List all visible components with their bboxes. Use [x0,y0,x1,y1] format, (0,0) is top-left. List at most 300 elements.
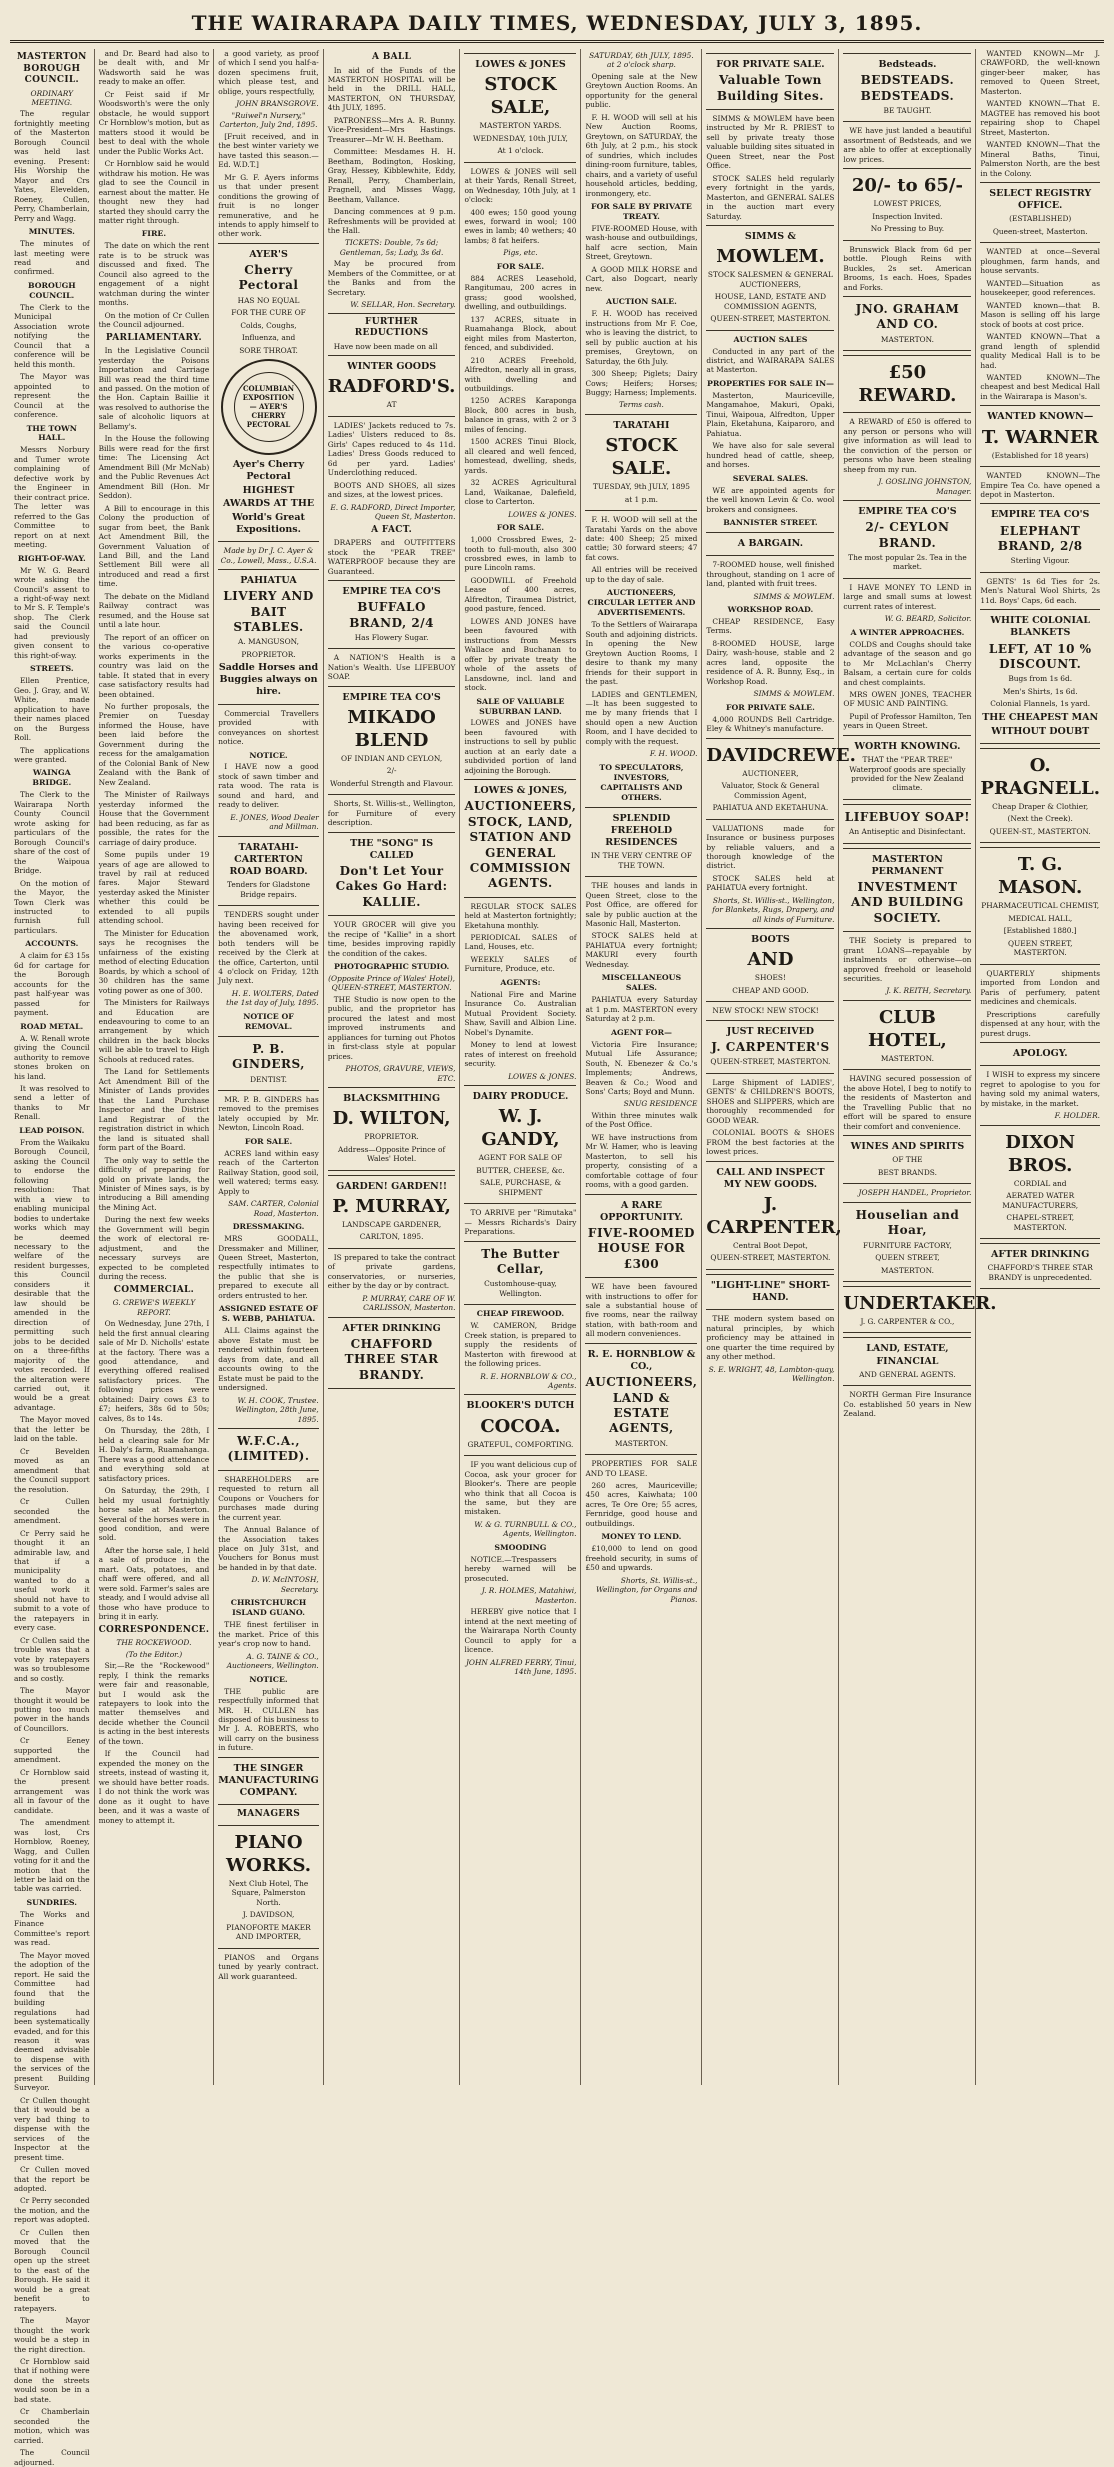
ad-line: An Antiseptic and Disinfectant. [849,827,966,837]
signature: Shorts, St. Willis-st., Wellington, for Blankets, Rugs, Drapery, and all kinds of Furniture. [712,895,835,924]
ad-headline: T. G. MASON. [998,854,1083,899]
paragraph: NEW STOCK! NEW STOCK! [712,1006,819,1016]
advertisement [218,1428,318,1471]
paragraph: The Mayor was appointed to represent the Council at the conference. [14,372,90,420]
paragraph: PROPERTIES FOR SALE AND TO LEASE. [585,1459,698,1478]
advertisement [843,1202,971,1282]
paragraph: A NATION'S Health is a Nation's Wealth. Use LIFEBUOY SOAP. [327,653,456,682]
ad-line: PHARMACEUTICAL CHEMIST, [981,901,1100,911]
ad-line: Valuator, Stock & General Commission Agent, [721,781,820,800]
ad-title: A BARGAIN. [737,538,804,549]
sub-heading: ACCOUNTS. [25,939,79,949]
paragraph: F. H. WOOD will sell at the Taratahi Yards on the above date: 400 Sheep; 25 mixed cattle; 30 forward steers; 47 fat cows. [585,515,698,562]
advertisement [843,1000,971,1071]
paragraph: If the Council had expended the money on the streets, instead of wasting it, we should have better roads. I do not think the work was done as it ought to have been, and it was a waste of money to attempt it. [98,1749,210,1825]
ad-title: LOWES & JONES [475,59,566,70]
ad-headline: STOCK SALE. [605,435,678,480]
paragraph: The Land for Settlements Act Amendment Bill of the Minister of Lands provides that the Land Purchase Inspector and the District Land Registrar of the registration district in which the land is situated shall form part of the Board. [98,1067,210,1153]
ad-headline: D. WILTON, [332,1108,451,1130]
ad-title: FOR PRIVATE SALE. [716,59,825,70]
paragraph: I HAVE now a good stock of sawn timber and rata wood. The rata is sound and hard, and ready to deliver. [218,762,319,810]
ad-line: Tenders for Gladstone Bridge repairs. [226,880,311,899]
paragraph: 1500 ACRES Tinui Block, all cleared and well fenced, homestead, dwelling, sheds, yards. [464,437,577,475]
advertisement [980,1125,1100,1239]
signature: F. H. WOOD. [649,749,698,759]
paragraph: Within three minutes walk of the Post Office. [585,1110,698,1130]
paragraph: The Clerk to the Wairarapa North County Council wrote asking for particulars of the Borough Council's share of the cost of the Waipoua Bridge. [14,790,90,876]
paragraph: WE have just landed a beautiful assortment of Bedsteads, and we are able to offer at exceptionally low prices. [843,126,972,164]
ad-headline: O. PRAGNELL. [980,754,1101,799]
sub-heading: FOR SALE BY PRIVATE TREATY. [590,202,692,221]
ad-tail-line: World's Great Expositions. [232,511,305,535]
sub-heading: SALE OF VALUABLE SUBURBAN LAND. [476,696,565,716]
signature: A. G. TAINE & CO., Auctioneers, Wellington. [226,1651,319,1671]
advertisement [706,225,834,331]
ad-title: CALL AND INSPECT MY NEW GOODS. [716,1166,825,1190]
ad-headline: W. J. GANDY, [481,1106,560,1151]
ad-tail-line: Ayer's Cherry Pectoral [232,459,305,483]
ad-line: QUEEN-STREET, MASTERTON. [710,1253,831,1263]
section-heading: COMMERCIAL. [113,1284,195,1295]
paragraph: A Bill to encourage in this Colony the production of sugar from beet, the Bank Act Amendment Bill, the Government Valuation of Land Bill, and the Land Settlement Bill were all introduced and read a first time. [98,503,210,589]
ad-headline: Houselian and Hoar, [855,1207,960,1238]
sub-heading: NOTICE. [249,750,288,760]
ad-headline: 2/- CEYLON BRAND. [865,520,950,550]
ad-line: QUEEN STREET, [875,1253,940,1263]
paragraph: THE Society is prepared to grant LOANS—repayable by instalments or otherwise—on approved freehold or leasehold securities. [843,936,972,983]
ad-line: Next Club Hotel, The Square, Palmerston North. [228,1878,309,1907]
ad-headline: J. CARPENTER, [706,1193,842,1238]
ad-title: EMPIRE TEA CO'S [858,506,957,517]
advertisement [980,1243,1100,1289]
paragraph: MR. P. B. GINDERS has removed to the premises lately occupied by Mr. Newton, Lincoln Road. [218,1094,319,1133]
sub-heading: AUCTION SALE. [605,297,677,307]
paragraph: On Saturday, the 29th, I held my usual fortnightly horse sale at Masterton. Several of the horses were in good condition, and were sold. [98,1486,210,1543]
advertisement [464,1394,576,1456]
column-1 [10,49,95,2467]
advertisement [218,1757,318,1805]
ad-line: [Established 1880.] [1003,926,1077,936]
paragraph: A claim for £3 15s 6d for cartage for the Borough accounts for the past half-year was passed for payment. [14,951,90,1018]
paragraph: a good variety, as proof of which I send you half-a-dozen specimens fruit, which please test, and oblige, yours respectfully, [218,49,319,96]
ad-line: Cheap Draper & Clothier, [992,802,1089,811]
paragraph: Brunswick Black from 6d per bottle. Plough Reins with Buckles, 2s set. American Brooms, 1s each. Hoes, Spades and Forks. [843,244,972,292]
ad-headline: Valuable Town Building Sites. [716,73,824,103]
signature: SIMMS & MOWLEM. [753,591,835,601]
ad-title: EMPIRE TEA CO'S [342,691,441,703]
ad-headline: CLUB HOTEL, [868,1006,947,1051]
signature: SIMMS & MOWLEM. [753,689,835,699]
subtitle: ORDINARY MEETING. [30,88,74,108]
signature: R. E. HORNBLOW & CO., Agents. [480,1371,577,1390]
ad-headline: MOWLEM. [716,246,825,268]
advertisement [843,355,971,413]
ad-tail-line: Saddle Horses and Buggies always on hire. [218,662,319,698]
ad-tail-line: HIGHEST AWARDS AT THE [222,485,315,509]
ad-title: AFTER DRINKING [991,1249,1090,1260]
paragraph: HEREBY give notice that I intend at the next meeting of the Wairarapa North County Council to apply for a licence. [464,1607,577,1655]
paragraph: WANTED known—that B. Mason is selling off his large stock of boots at cost price. [980,300,1100,329]
advertisement [843,168,971,240]
signature: JOSEPH HANDEL, Proprietor. [858,1188,972,1198]
sub-heading: AGENT FOR— [610,1027,672,1037]
ad-title: THE SINGER MANUFACTURING COMPANY. [218,1762,319,1799]
advertisement [706,738,856,820]
paragraph: WE have instructions from Mr W. Hamer, who is leaving Masterton, to sell his property, consisting of a comfortable cottage of four rooms, with a good garden. [585,1132,698,1190]
ad-headline: LIFEBUOY SOAP! [844,809,971,824]
sub-heading: CHRISTCHURCH ISLAND GUANO. [230,1598,307,1618]
ad-title: SELECT REGISTRY OFFICE. [989,188,1092,212]
ad-title: BLOOKER'S DUTCH [466,1400,575,1412]
advertisement [843,1286,997,1334]
paragraph: THE modern system based on natural principles, by which proficiency may be attained in one quarter the time required by any other method. [706,1314,835,1362]
ad-line: Customhouse-quay, Wellington. [484,1279,557,1298]
ad-headline: INVESTMENT AND BUILDING SOCIETY. [851,880,964,925]
paragraph: Mr W. G. Beard wrote asking the Council's assent to a right-of-way next to Mr S. F. Temple's shop. The Clerk said the Council had previously given consent to this right-of-way. [14,565,90,660]
ad-title: AFTER DRINKING [342,1322,441,1334]
ad-headline: Cherry Pectoral [238,263,299,293]
ad-line: MASTERTON. [880,1265,934,1275]
sub-heading: LEAD POISON. [19,1125,85,1135]
paragraph: On the motion of Cr Cullen the Council adjourned. [98,310,210,330]
paragraph: REGULAR STOCK SALES held at Masterton fortnightly; Eketahuna monthly. [464,901,577,930]
ad-headline: LEFT, AT 10 % DISCOUNT. [988,641,1092,671]
subtitle: TICKETS: Double, 7s 6d; Gentleman, 5s; Lady, 3s 6d. [339,238,444,257]
paragraph: WANTED at once—Several ploughmen, farm hands, and house servants. [980,247,1100,276]
paragraph: SHAREHOLDERS are requested to return all Coupons or Vouchers for purchases made during the current year. [218,1474,319,1522]
section-heading: CORRESPONDENCE. [98,1624,210,1635]
paragraph: PERIODICAL SALES of Land, Houses, etc. [464,933,577,952]
signature: E. JONES, Wood Dealer and Millman. [230,812,319,832]
sub-heading: FOR SALE. [496,523,545,533]
paragraph: 1,000 Crossbred Ewes, 2-tooth to full-mouth, also 300 crossbred ewes, in lamb to pure Lincoln rams. [464,535,577,573]
paragraph: It was resolved to send a letter of thanks to Mr Renall. [14,1083,90,1122]
paragraph: LOWES AND JONES have been favoured with instructions from Messrs Wallace and Buchanan to offer by private treaty the whole of the assets of Lansdowne, incl. land and stock. [464,616,577,693]
ad-tail-line: THE CHEAPEST MAN [982,711,1099,723]
ad-headline: RADFORD'S. [327,376,456,398]
ad-title: Bedsteads. [878,59,937,70]
paragraph: 260 acres, Mauriceville; 450 acres, Kaiwhata; 100 acres, Te Ore Ore; 55 acres, Fernridge, good house and outbuildings. [585,1481,698,1528]
paragraph: PATRONESS—Mrs A. R. Bunny. Vice-President—Mrs Hastings. Treasurer—Mr W. H. Beetham. [327,115,456,144]
paragraph: THE houses and lands in Queen Street, close to the Post Office, are offered for sale by public auction at the Masonic Hall, Masterton. [585,881,698,928]
paragraph: The Minister for Education says he recognises the unfairness of the existing method of electing Education Boards, by which a school of 30 children has the same voting power as one of 300. [98,928,210,995]
paragraph: MRS OWEN JONES, TEACHER OF MUSIC AND PAINTING. [843,690,972,709]
paragraph: Cr Bevelden moved as an amendment that the Council support the resolution. [14,1446,90,1494]
divider [328,313,456,314]
ad-title: WORTH KNOWING. [854,740,961,752]
subtitle: (Opposite Prince of Wales' Hotel), QUEEN-STREET, MASTERTON. [328,974,456,993]
advertisement [328,832,456,916]
sub-heading: NOTICE OF REMOVAL. [243,1011,294,1031]
paragraph: WE are appointed agents for the well known Levin & Co. wool brokers and consignees. [706,485,835,514]
ad-line: 2/- [386,766,397,776]
ad-line: LOWEST PRICES, [873,199,942,209]
ad-line: MASTERTON. [614,1438,668,1448]
signature: J. K. REITH, Secretary. [886,986,972,996]
advertisement [980,1042,1100,1066]
ad-line: A. MANGUSON, [238,637,300,647]
column-7 [702,49,856,2085]
paragraph: Messrs Norbury and Tumer wrote complaining of defective work by the Engineer in their contract price. The letter was referred to the Gas Committee to report on at next meeting. [14,445,90,550]
paragraph: WANTED—Situation as housekeeper, good references. [980,278,1100,298]
paragraph: Cr Hornblow said he would withdraw his motion. He was glad to see the Council in earnest about the matter. He thought new they had started they should carry the matter right through. [98,159,210,225]
ad-line: WEDNESDAY, 10th JULY, [473,133,568,143]
paragraph: Mr G. F. Ayers informs us that under present conditions the growing of fruit is no longer remunerative, and he intends to apply himself to other work. [218,172,319,239]
paragraph: The Mayor thought it would be putting too much power in the hands of Councillors. [14,1686,90,1733]
ad-title: R. E. HORNBLOW & CO., [587,1348,696,1373]
signature: LOWES & JONES. [508,509,577,519]
ad-line: Sterling Vigour. [1010,556,1070,566]
paragraph: PIANOS and Organs tuned by yearly contract. All work guaranteed. [218,1952,319,1981]
ad-headline: COCOA. [480,1415,561,1437]
ad-line: (Next the Creek). [1007,814,1073,824]
paragraph: Cr Cullen seconded the amendment. [14,1497,90,1526]
paragraph: WEEKLY SALES of Furniture, Produce, etc. [464,954,577,974]
paragraph: SIMMS & MOWLEM have been instructed by Mr R. PRIEST to sell by private treaty those valuable building sites situated in Queen Street, near the Post Office. [706,113,835,171]
advertisement [585,1194,697,1278]
paragraph: The report of an officer on the various co-operative works experiments in the country was laid on the table. It stated that in every case satisfactory results had been obtained. [98,632,210,699]
ad-line: (ESTABLISHED) [1009,214,1072,224]
advertisement [218,243,318,542]
paragraph: The Mayor moved that the letter be laid on the table. [14,1415,90,1444]
paragraph: THE Studio is now open to the public, and the proprietor has procured the latest and most improved instruments and appliances for turning out Photos in first-class style at popular prices. [327,994,456,1061]
paragraph: £10,000 to lend on good freehold security, in sums of £50 and upwards. [585,1544,698,1573]
advertisement [328,1087,456,1171]
signature: SAM. CARTER, Colonial Road, Masterton. [228,1199,319,1218]
paragraph: GOODWILL of Freehold Lease of 400 acres, Alfredton, Tiraumea District, good pasture, fenced. [464,575,577,614]
advertisement [980,609,1100,744]
advertisement [218,569,318,705]
advertisement [464,53,576,163]
signature: SNUG RESIDENCE [623,1099,698,1109]
paragraph: In the Legislative Council yesterday the Poisons Importation and Carriage Bill was read the third time and passed. On the motion of the Hon. Captain Baillie it was resolved to authorise the sale of alcoholic liquors at Bellamy's. [98,346,210,431]
paragraph: NORTH German Fire Insurance Co. established 50 years in New Zealand. [843,1390,972,1419]
paragraph: Committee: Mesdames H. H. Beetham, Bodington, Hosking, Gray, Hessey, Kibblewhite, Eddy, Renall, Perry, Chamberlain, Pragnell, and Misses Wagg, Beetham, Vallance. [327,147,456,204]
paragraph: DRAPERS and OUTFITTERS stock the "PEAR TREE" WATERPROOF because they are Guaranteed. [327,538,456,576]
paragraph: LADIES and GENTLEMEN,—It has been suggested to me by many friends that I should open a new Auction Room, and I have decided to comply with the request. [585,689,698,746]
signature: W. & G. TURNBULL & CO., Agents, Wellington. [474,1519,577,1539]
section-heading: PARLIAMENTARY. [105,332,202,343]
ad-line: AT [386,400,397,410]
paragraph: CHEAP RESIDENCE, Easy Terms. [706,617,835,636]
paragraph: Masterton, Mauriceville, Mangamahoe, Makuri, Opaki, Tinui, Waipoua, Alfredton, Upper Plain, Eketahuna, Kaiparoro, and Pahiatua. [706,390,835,438]
sub-heading: FIRE. [141,229,167,239]
paragraph: COLONIAL BOOTS & SHOES FROM the best factories at the lowest prices. [706,1128,835,1157]
paragraph: During the next few weeks the Government will begin the work of electoral re-adjustment, and the necessary surveys are expected to be completed during the recess. [98,1215,210,1282]
paragraph: Pupil of Professor Hamilton, Ten years in Queen Street. [843,711,972,731]
signature: F. HOLDER. [1054,1111,1100,1121]
ad-headline: Don't Let Your Cakes Go Hard: KALLIE. [335,864,448,909]
paragraph: 32 ACRES Agricultural Land, Waikanae, Dalefield, close to Carterton. [464,478,577,507]
ad-title: TARATAHI [613,419,670,431]
sub-heading: SUNDRIES. [26,1897,78,1907]
ad-title: APOLOGY. [1012,1048,1068,1060]
paragraph: COLDS and Coughs should take advantage of the season and go to Mr McLachlan's Cherry Balsam, a certain cure for colds and chest complaints. [843,639,972,687]
paragraph: Some pupils under 19 years of age are allowed to travel by rail at reduced fares. Major Steward yesterday asked the Minister whether this could be extended to all pupils attending school. [98,850,210,926]
paragraph: Ellen Prentice, Geo. J. Gray, and W. White, made application to have their names placed on the Burgess Roll. [14,676,90,743]
ad-title: WANTED KNOWN— [987,411,1094,423]
paragraph: WANTED KNOWN—The Empire Tea Co. have opened a depot in Masterton. [980,471,1100,499]
sub-heading: MONEY TO LEND. [601,1532,682,1542]
ad-line: TUESDAY, 9th JULY, 1895 [592,482,690,492]
ad-line: MASTERTON. [880,1054,934,1063]
paragraph: A REWARD of £50 is offered to any person or persons who will give information as will lead to the conviction of the person or persons who have been stealing sheep from my run. [843,417,972,474]
ad-line: OF INDIAN AND CEYLON, [340,753,443,763]
ad-title: DAIRY PRODUCE. [472,1091,569,1103]
paragraph: MRS GOODALL, Dressmaker and Milliner, Queen Street, Masterton, respectfully intimates to the public that she is prepared to execute all orders entrusted to her. [218,1234,319,1300]
ad-line: THAT the "PEAR TREE" Waterproof goods are specially provided for the New Zealand climate. [849,755,966,793]
ad-line: CHAFFORD'S THREE STAR BRANDY is unprecedented. [987,1263,1093,1282]
sub-heading: SMOODING [494,1542,547,1552]
paragraph: May be procured from Members of the Committee, or at the Banks and from the Secretary. [327,259,456,297]
ad-line: at 1 p.m. [624,494,659,504]
sub-heading: A WINTER APPROACHES. [850,627,965,637]
paragraph: WANTED KNOWN—That E. MAGTEE has removed his boot repairing shop to Chapel Street, Masterton. [980,99,1100,137]
sub-heading: BOROUGH COUNCIL. [27,280,76,300]
paragraph: On Thursday, the 28th, I held a clearing sale for Mr H. Daly's farm, Ruamahanga. There was a good attendance and everything sold at satisfactory prices. [98,1426,210,1483]
advertisement [706,532,834,556]
signature: W. G. BEARD, Solicitor. [884,614,972,624]
paragraph: Cr Hornblow said that if nothing were done the streets would soon be in a bad state. [14,2356,90,2404]
ad-line: IN THE VERY CENTRE OF THE TOWN. [590,851,692,870]
paragraph: WANTED KNOWN—That the Mineral Baths, Tinui, Palmerston North, are the best in the Colony. [980,140,1100,178]
ad-line: Queen-street, Masterton. [992,226,1088,236]
paragraph: On the motion of the Mayor, the Town Clerk was instructed to furnish full particulars. [14,878,90,935]
signature: LOWES & JONES. [508,1071,577,1081]
paragraph: Opening sale at the New Greytown Auction Rooms. An opportunity for the general public. [585,71,698,110]
advertisement [218,1825,318,1949]
paragraph: On Wednesday, June 27th, I held the first annual clearing sale of Mr D. Nicholls' estate at the factory. There was a good attendance, and everything offered realised satisfactory prices. The following prices were obtained: Dairy cows £3 to £7; heifers, 38s 6d to 50s; calves, 8s to 14s. [98,1319,210,1423]
signature: W. SELLAR, Hon. Secretary. [350,300,456,310]
ad-line: FURNITURE FACTORY, [862,1240,952,1250]
masthead [10,6,1104,43]
paragraph: Sir,—Re the "Rockewood" reply, I think the remarks were fair and reasonable, but I would ask the ratepayers to look into the matter themselves and decide whether the Council is acting in the best interests of the town. [98,1661,210,1746]
sub-heading: THE TOWN HALL. [26,423,77,443]
ad-line: OF THE [892,1155,923,1165]
advertisement [843,1337,971,1386]
ad-line: Inspection Invited. [872,211,943,221]
paragraph: The minutes of last meeting were read and confirmed. [14,239,90,277]
paragraph: IF you want delicious cup of Cocoa, ask your grocer for Blooker's. There are people who think that all Cocoa is the same, but they are mistaken. [464,1460,577,1517]
ad-title: SIMMS & [744,231,796,243]
ad-title: A RARE OPPORTUNITY. [599,1199,683,1223]
paragraph: Cr Perry seconded the motion, and the report was adopted. [14,2196,90,2225]
ad-tail-line: WITHOUT DOUBT [991,725,1090,737]
subtitle: THE ROCKEWOOD. [116,1638,192,1648]
ad-line: Colds, Coughs, [240,320,297,330]
signature: PHOTOS, GRAVURE, VIEWS, ETC. [345,1064,456,1083]
advertisement [843,1135,971,1184]
ad-title: THE "SONG" IS CALLED [350,837,434,861]
ad-headline: FIVE-ROOMED HOUSE FOR £300 [587,1225,695,1271]
subtitle: Terms cash. [619,400,664,410]
ad-line: PROPRIETOR. [241,649,296,659]
paragraph: We have also for sale several hundred head of cattle, sheep, and horses. [706,441,835,470]
ad-title: JUST RECEIVED [726,1025,815,1037]
ad-line: BE TAUGHT. [883,105,932,115]
ad-line: CORDIAL and [1013,1178,1067,1188]
signature: J. R. HOLMES, Matahiwi, Masterton. [481,1586,577,1605]
sub-heading: FOR PRIVATE SALE. [725,702,815,712]
sub-heading: AUCTIONEERS, CIRCULAR LETTER AND ADVERTISEMENTS. [587,588,696,618]
ad-line: QUEEN-ST., MASTERTON. [989,826,1091,836]
paragraph: A GOOD MILK HORSE and Cart, also Dogcart, nearly new. [585,264,698,293]
paragraph: LADIES' Jackets reduced to 7s. Ladies' Ulsters reduced to 8s. Girls' Capes reduced to 4s 11d. Ladies' Dress Goods reduced to 6d per yard. Ladies' Underclothing reduced. [327,420,456,478]
sub-heading: BANNISTER STREET. [723,518,818,528]
ad-headline: LIVERY AND BAIT STABLES. [223,589,314,634]
paragraph: The Council adjourned. [14,2448,90,2467]
ad-title: EMPIRE TEA CO'S [991,509,1090,521]
advertisement [843,296,971,351]
sub-heading: WAINGA BRIDGE. [32,768,72,788]
column-8 [839,49,997,2085]
paragraph: I HAVE MONEY TO LEND in large and small sums at lowest current rates of interest. [843,582,972,611]
sub-heading: ASSIGNED ESTATE OF S. WEBB, PAHIATUA. [218,1304,319,1324]
ad-line: QUEEN STREET, MASTERTON. [1007,938,1073,958]
paragraph: HAVING secured possession of the above Hotel, I beg to notify to the residents of Masterton and the Travelling Public that no effort will be spared to ensure their comfort and convenience. [843,1074,972,1131]
paragraph: LOWES and JONES have been favoured with instructions to sell by public auction at an early date a subdivided portion of land adjoining the Borough. [464,718,577,775]
ad-title: SPLENDID FREEHOLD RESIDENCES [605,812,678,848]
sub-heading: AUCTION SALES [733,334,808,344]
ad-line: AERATED WATER MANUFACTURERS, [1002,1191,1079,1210]
paragraph: and Dr. Beard had also to be dealt with, and Mr Wadsworth said he was ready to make an offer. [98,49,210,87]
paragraph: WANTED KNOWN—That a grand length of splendid quality Medical Hall is to be had. [980,332,1100,370]
paragraph: In the House the following Bills were read for the first time: The Licensing Act Amendment Bill (Mr McNab) and the Public Revenues Act Amendment Bill (Hon. Mr Seddon). [98,434,210,501]
ad-title: BLACKSMITHING [343,1093,441,1105]
advertisement [585,414,697,511]
paragraph: The Mayor thought the work would be a step in the right direction. [14,2316,90,2354]
paragraph: F. H. WOOD has received instructions from Mr F. Coe, who is leaving the district, to sell by public auction at his premises, Greytown, on Saturday, the 6th July. [585,309,698,366]
sub-heading: DRESSMAKING. [232,1222,305,1232]
ad-line: DENTIST. [250,1074,287,1084]
signature: D. W. McINTOSH, Secretary. [251,1575,319,1594]
advertisement [328,686,456,796]
ad-title: "LIGHT-LINE" SHORT-HAND. [710,1279,831,1304]
ad-line: LANDSCAPE GARDENER, [341,1219,442,1229]
paragraph: The Works and Finance Committee's report was read. [14,1909,90,1948]
ad-title: PAHIATUA [240,575,297,586]
advertisement [464,1085,576,1204]
ad-line: HAS NO EQUAL [237,295,300,305]
ad-title: AYER'S [249,248,288,260]
paragraph: Shorts, St. Willis-st., Wellington, for Furniture of every description. [327,799,456,828]
paragraph: W. CAMERON, Bridge Creek station, is prepared to supply the residents of Masterton with firewood at the following prices. [464,1321,577,1369]
sub-heading: TO SPECULATORS, INVESTORS, CAPITALISTS AND OTHERS. [599,762,684,802]
sub-heading: STREETS. [29,664,74,674]
subtitle: G. CREWE'S WEEKLY REPORT. [112,1298,196,1317]
paragraph: I WISH to express my sincere regret to apologise to you for having sold my animal waters, by mistake, in the market. [980,1070,1100,1108]
ad-line: STOCK SALESMEN & GENERAL AUCTIONEERS, [707,270,833,289]
signature: JOHN ALFRED FERRY, Tinui, 14th June, 1895. [465,1657,577,1676]
ad-line: MEDICAL HALL, [1008,913,1073,923]
subtitle: (To the Editor.) [125,1649,183,1659]
ad-headline: PIANO WORKS. [225,1831,312,1876]
paragraph: THE public are respectfully informed that MR. H. CULLEN has disposed of his business to Mr J. A. ROBERTS, who will carry on the business in future. [218,1686,319,1753]
paragraph: Cr Hornblow said the present arrangement was all in favour of the candidate. [14,1767,90,1815]
advertisement [328,1317,456,1389]
sub-heading: PROPERTIES FOR SALE IN— [706,378,834,388]
ad-line: CHEAP AND GOOD. [732,985,809,995]
signature: W. H. COOK, Trustee. Wellington, 28th June, 1895. [235,1395,319,1424]
paragraph: 8-ROOMED HOUSE, large Dairy, wash-house, stable and 2 acres land, opposite the residence of A. R. Bunny, Esq., in Workshop Road. [706,638,835,686]
ad-line: GRATEFUL, COMFORTING. [467,1439,574,1449]
signature: JOHN BRANSGROVE. [236,99,319,109]
paragraph: Dancing commences at 9 p.m. Refreshments will be provided at the Hall. [327,207,456,236]
column-5 [460,49,581,2085]
paragraph: The Annual Balance of the Association takes place on July 31st, and Vouchers for Bonus must be handed in by that date. [218,1525,319,1572]
advertisement [843,53,971,122]
section-heading: A FACT. [371,524,413,535]
